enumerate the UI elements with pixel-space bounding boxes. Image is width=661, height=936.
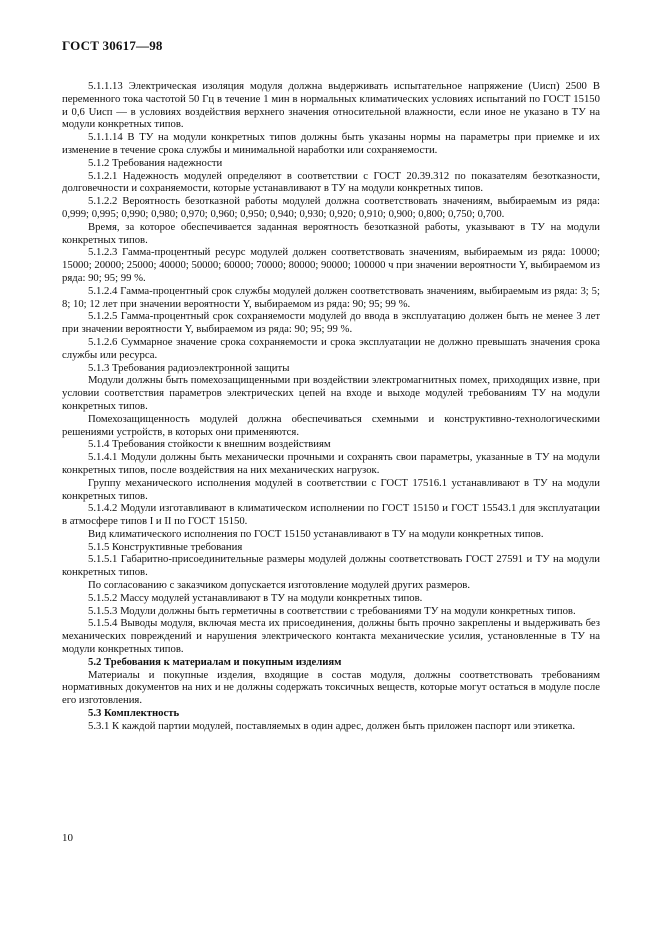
paragraph: Время, за которое обеспечивается заданная вероятность безотказной работы, указывают в ТУ на модули конкретных типов.	[62, 220, 600, 246]
paragraph: Модули должны быть помехозащищенными при воздействии электромагнитных помех, приходящих извне, при условии соответствия параметров электрических цепей на входе и выходе модулей требованиям ТУ на модули конкретных типов.	[62, 374, 600, 412]
paragraph: 5.1.5.3 Модули должны быть герметичны в соответствии с требованиями ТУ на модули конкретных типов.	[88, 604, 576, 617]
paragraph: 5.1.2.1 Надежность модулей определяют в соответствии с ГОСТ 20.39.312 по показателям безотказности, долговечности и сохраняемости, которые устанавливают в ТУ на модули конкретных типов.	[62, 169, 600, 195]
paragraph: 5.1.2.5 Гамма-процентный срок сохраняемости модулей до ввода в эксплуатацию должен быть не менее 3 лет при значении вероятности Y, выбираемом из ряда: 90; 95; 99 %.	[62, 310, 600, 336]
paragraph: 5.1.2.4 Гамма-процентный срок службы модулей должен соответствовать значениям, выбираемым из ряда: 3; 5; 8; 10; 12 лет при значении вероятности Y, выбираемом из ряда: 90; 95; 99 %.	[62, 284, 600, 310]
paragraph: 5.1.2.2 Вероятность безотказной работы модулей должна соответствовать значениям, выбираемым из ряда: 0,999; 0,995; 0,990; 0,980; 0,970; 0,960; 0,950; 0,940; 0,930; 0,920; 0,910; 0,900; 0,800; 0,750; 0,700.	[62, 195, 600, 220]
paragraph: 5.1.3 Требования радиоэлектронной защиты	[88, 361, 290, 374]
paragraph: 5.1.2 Требования надежности	[88, 156, 223, 169]
paragraph: 5.1.1.14 В ТУ на модули конкретных типов должны быть указаны нормы на параметры при приемке и их изменение в течение срока службы и минимальной наработки или сохраняемости.	[62, 131, 600, 156]
document-header: ГОСТ 30617—98	[62, 38, 163, 53]
paragraph: 5.1.5.1 Габаритно-присоединительные размеры модулей должны соответствовать ГОСТ 27591 и ТУ на модули конкретных типов.	[62, 553, 600, 579]
document-body	[62, 80, 600, 733]
paragraph: По согласованию с заказчиком допускается изготовление модулей других размеров.	[88, 579, 471, 592]
paragraph: 5.1.2.3 Гамма-процентный ресурс модулей должен соответствовать значениям, выбираемым из ряда: 10000; 15000; 20000; 25000; 40000; 50000; 60000; 70000; 80000; 90000; 100000 ч при значении вероятности Y, выбираемом из ряда: 90; 95; 99 %.	[62, 246, 600, 284]
paragraph: 5.1.5.4 Выводы модуля, включая места их присоединения, должны быть прочно закреплены и выдерживать без механических повреждений и нарушения электрического контакта механические усилия, установленные в ТУ на модули конкретных типов.	[62, 617, 600, 656]
paragraph: 5.3.1 К каждой партии модулей, поставляемых в один адрес, должен быть приложен паспорт или этикетка.	[88, 719, 576, 732]
paragraph: 5.1.1.13 Электрическая изоляция модуля должна выдерживать испытательное напряжение (Uисп) 2500 В переменного тока частотой 50 Гц в течение 1 мин в нормальных климатических условиях испытаний по ГОСТ 15150 и 0,6 Uисп — в условиях воздействия верхнего значения относительной влажности, если иное не указано в ТУ на модули конкретных типов.	[62, 80, 600, 131]
paragraph: 5.1.4.2 Модули изготавливают в климатическом исполнении по ГОСТ 15150 и ГОСТ 15543.1 для эксплуатации в атмосфере типов I и II по ГОСТ 15150.	[62, 502, 600, 528]
paragraph: Материалы и покупные изделия, входящие в состав модуля, должны соответствовать требованиям нормативных документов на них и не должны содержать токсичных веществ, которые могут остаться в модуле после его изготовления.	[62, 668, 600, 707]
section-heading: 5.2 Требования к материалам и покупным изделиям	[88, 655, 342, 668]
paragraph: Помехозащищенность модулей должна обеспечиваться схемными и конструктивно-технологическими решениями устройств, в которых они применяются.	[62, 412, 600, 438]
paragraph: 5.1.2.6 Суммарное значение срока сохраняемости и срока эксплуатации не должно превышать значения срока службы или ресурса.	[62, 335, 600, 361]
paragraph: 5.1.5 Конструктивные требования	[88, 540, 243, 553]
paragraph: 5.1.5.2 Массу модулей устанавливают в ТУ на модули конкретных типов.	[88, 591, 423, 604]
page-number: 10	[62, 832, 73, 844]
paragraph: 5.1.4.1 Модули должны быть механически прочными и сохранять свои параметры, указанные в ТУ на модули конкретных типов, после воздействия на них механических нагрузок.	[62, 451, 600, 476]
paragraph: Вид климатического исполнения по ГОСТ 15150 устанавливают в ТУ на модули конкретных типов.	[88, 527, 544, 540]
paragraph: Группу механического исполнения модулей в соответствии с ГОСТ 17516.1 устанавливают в ТУ на модули конкретных типов.	[62, 476, 600, 502]
section-heading: 5.3 Комплектность	[88, 707, 180, 720]
paragraph: 5.1.4 Требования стойкости к внешним воздействиям	[88, 438, 331, 451]
